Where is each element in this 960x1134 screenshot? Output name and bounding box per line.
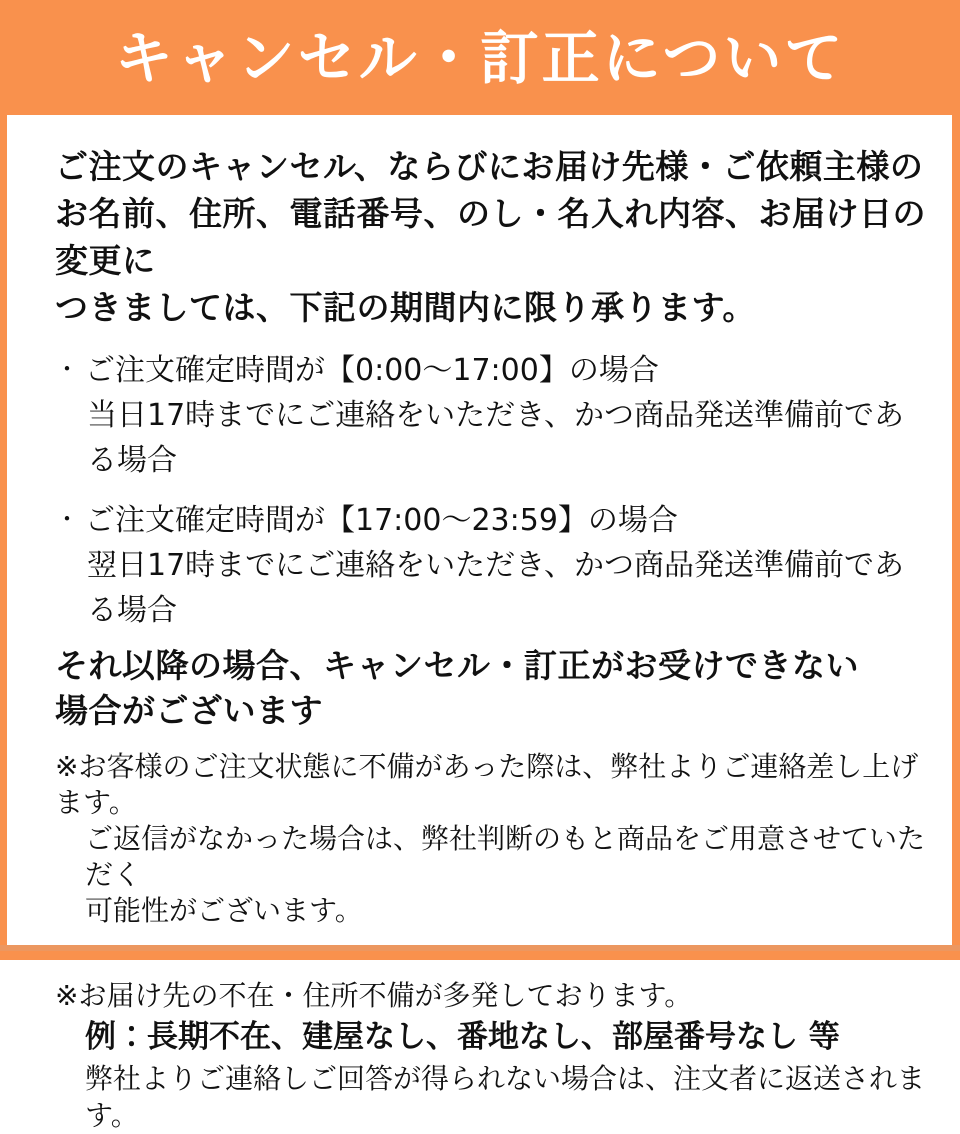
case-condition xyxy=(55,497,926,543)
warning-line: 場合がございます xyxy=(55,691,323,730)
warning-paragraph xyxy=(55,643,926,733)
intro-paragraph xyxy=(55,115,926,331)
page-title: キャンセル・訂正について xyxy=(114,23,846,92)
intro-line: つきましては、下記の期間内に限り承ります。 xyxy=(55,288,756,327)
intro-line: お名前、住所、電話番号、のし・名入れ内容、お届け日の変更に xyxy=(55,194,926,280)
delivery-issue-note xyxy=(55,977,926,1134)
note-line xyxy=(55,977,926,1014)
order-issue-note xyxy=(55,749,926,929)
note-line: ご返信がなかった場合は、弊社判断のもと商品をご用意させていただく xyxy=(85,822,926,891)
page-header xyxy=(0,0,960,115)
case-item-evening xyxy=(55,497,926,633)
note-line: 可能性がございます。 xyxy=(85,894,363,927)
bullet-dot: ・ xyxy=(55,355,79,383)
note-line-text: お届け先の不在・住所不備が多発しております。 xyxy=(78,979,693,1012)
warning-line: それ以降の場合、キャンセル・訂正がお受けできない xyxy=(55,646,859,685)
cancellation-policy-section xyxy=(7,115,952,929)
case-condition-text: ご注文確定時間が【0:00～17:00】の場合 xyxy=(85,353,659,388)
case-detail: 翌日17時までにご連絡をいただき、かつ商品発送準備前である場合 xyxy=(87,548,904,628)
note-line xyxy=(55,749,926,821)
intro-line: ご注文のキャンセル、ならびにお届け先様・ご依頼主様の xyxy=(55,147,924,186)
case-detail: 当日17時までにご連絡をいただき、かつ商品発送準備前である場合 xyxy=(87,398,904,478)
note-line: 弊社よりご連絡しご回答が得られない場合は、注文者に返送されます。 xyxy=(85,1062,926,1132)
case-condition-text: ご注文確定時間が【17:00～23:59】の場合 xyxy=(85,503,678,538)
bullet-dot: ・ xyxy=(55,505,79,533)
case-condition xyxy=(55,347,926,393)
kome-mark: ※ xyxy=(55,979,79,1012)
delivery-issue-section xyxy=(7,951,952,1134)
example-line: 例：長期不在、建屋なし、番地なし、部屋番号なし 等 xyxy=(85,1019,840,1055)
note-line-text: お客様のご注文状態に不備があった際は、弊社よりご連絡差し上げます。 xyxy=(55,750,919,819)
kome-mark: ※ xyxy=(55,750,79,783)
case-item-daytime xyxy=(55,347,926,483)
